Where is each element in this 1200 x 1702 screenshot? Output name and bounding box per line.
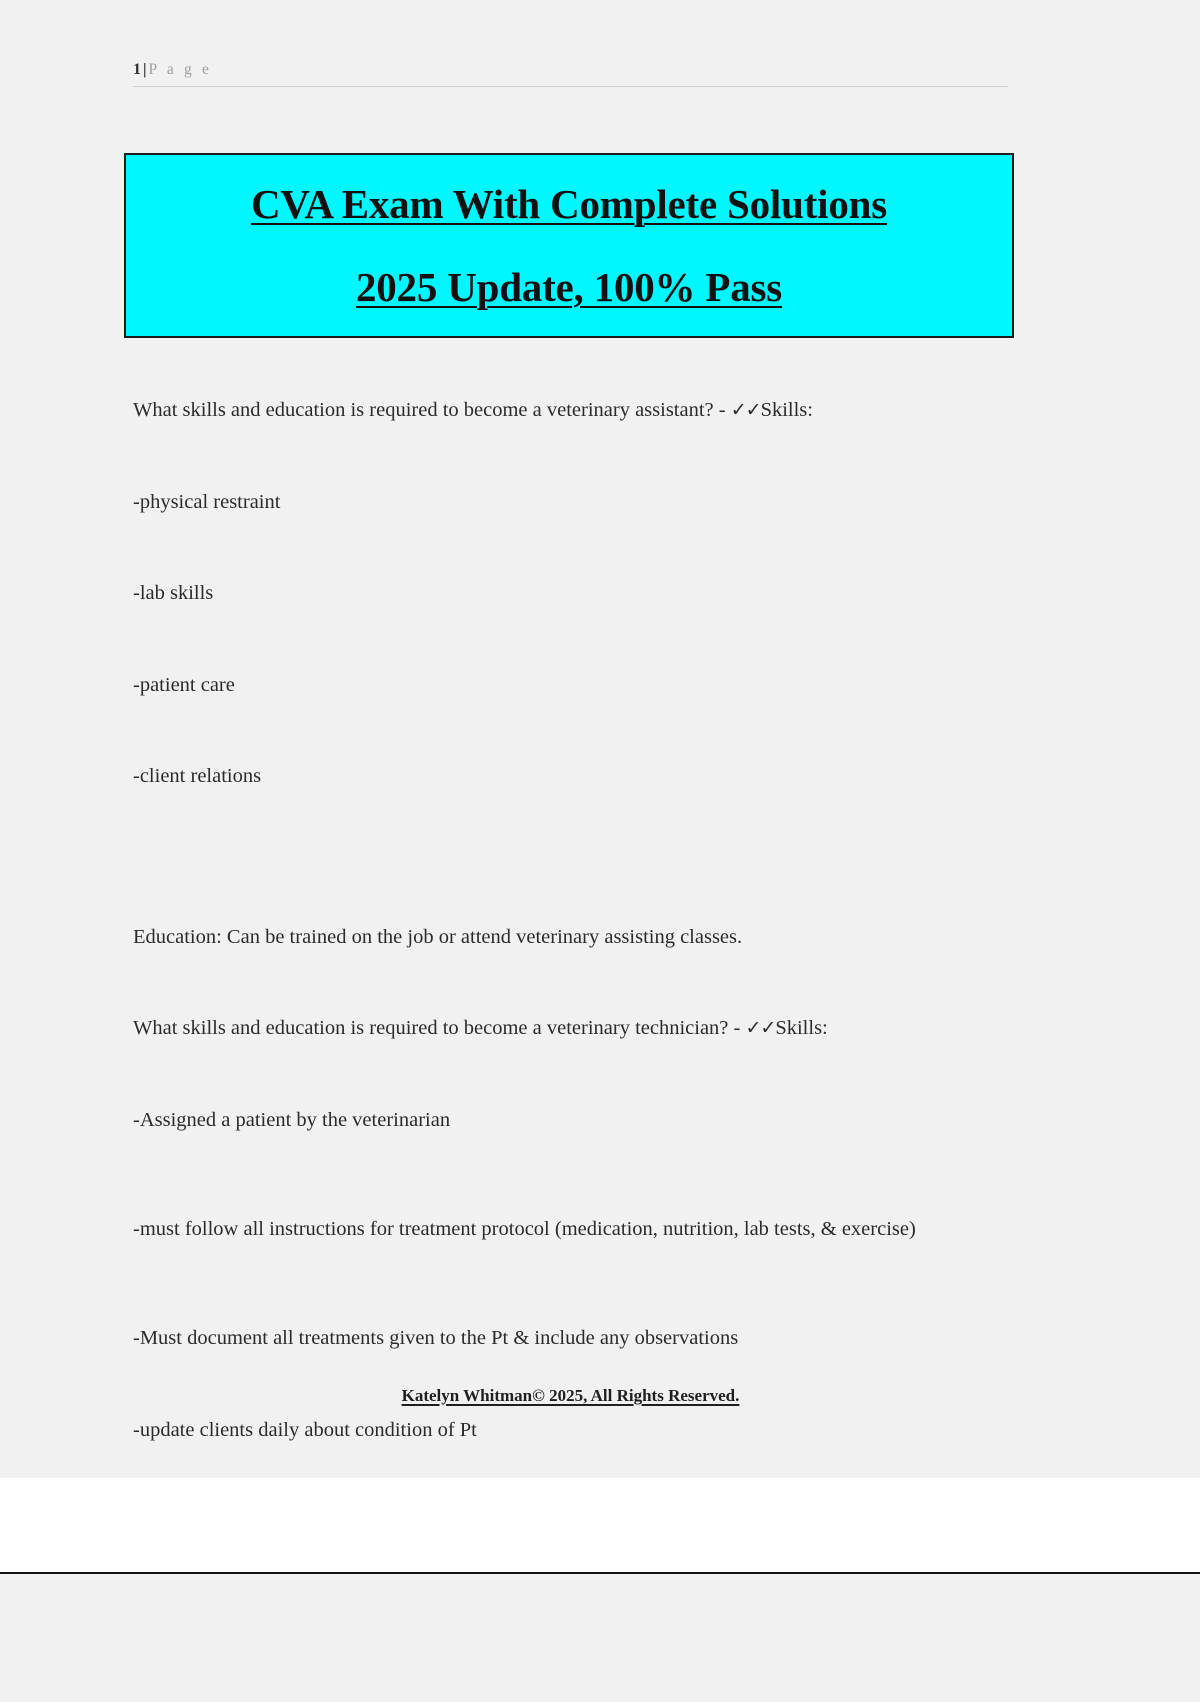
spacer	[133, 1349, 1013, 1420]
next-page-top-edge	[0, 1572, 1200, 1702]
question-1: What skills and education is required to become a veterinary assistant? - ✓✓Skills:	[133, 399, 813, 421]
spacer	[133, 1130, 1013, 1201]
title-banner	[124, 153, 1014, 338]
answer-item: -must follow all instructions for treatment protocol (medication, nutrition, lab tests, & exercise)	[133, 1218, 916, 1240]
running-footer	[133, 1386, 1008, 1406]
checkmark-icon: ✓✓	[730, 399, 761, 421]
spacer	[133, 604, 1013, 675]
page-content-area	[133, 0, 1008, 1478]
header-page-number: 1	[133, 61, 141, 78]
title-line-1: CVA Exam With Complete Solutions	[250, 180, 888, 227]
page-break-gap	[0, 1478, 1200, 1572]
spacer	[133, 421, 1013, 492]
question-2: What skills and education is required to become a veterinary technician? - ✓✓Skills:	[133, 1017, 828, 1039]
spacer	[133, 512, 1013, 583]
spacer	[133, 1257, 1013, 1328]
copyright-notice: Katelyn Whitman© 2025, All Rights Reserved.	[401, 1386, 740, 1405]
checkmark-icon: ✓✓	[745, 1017, 776, 1039]
spacer	[133, 1039, 1013, 1110]
education-note: Education: Can be trained on the job or attend veterinary assisting classes.	[133, 925, 743, 948]
answer-item: -lab skills	[133, 582, 214, 604]
spacer	[133, 695, 1013, 766]
answer-item: -patient care	[133, 673, 235, 696]
answer-item: -client relations	[133, 765, 262, 787]
spacer	[133, 787, 1013, 927]
answer-item: -Assigned a patient by the veterinarian	[133, 1108, 451, 1131]
title-line-2: 2025 Update, 100% Pass	[355, 263, 783, 310]
document-body	[133, 400, 1013, 1440]
header-page-label: P a g e	[148, 61, 213, 78]
answer-item: -Must document all treatments given to the Pt & include any observations	[133, 1327, 739, 1350]
spacer	[133, 947, 1013, 1018]
header-separator: |	[143, 61, 147, 78]
answer-item: -physical restraint	[133, 490, 281, 513]
answer-item: -update clients daily about condition of Pt	[133, 1418, 477, 1441]
running-header	[133, 62, 1008, 87]
